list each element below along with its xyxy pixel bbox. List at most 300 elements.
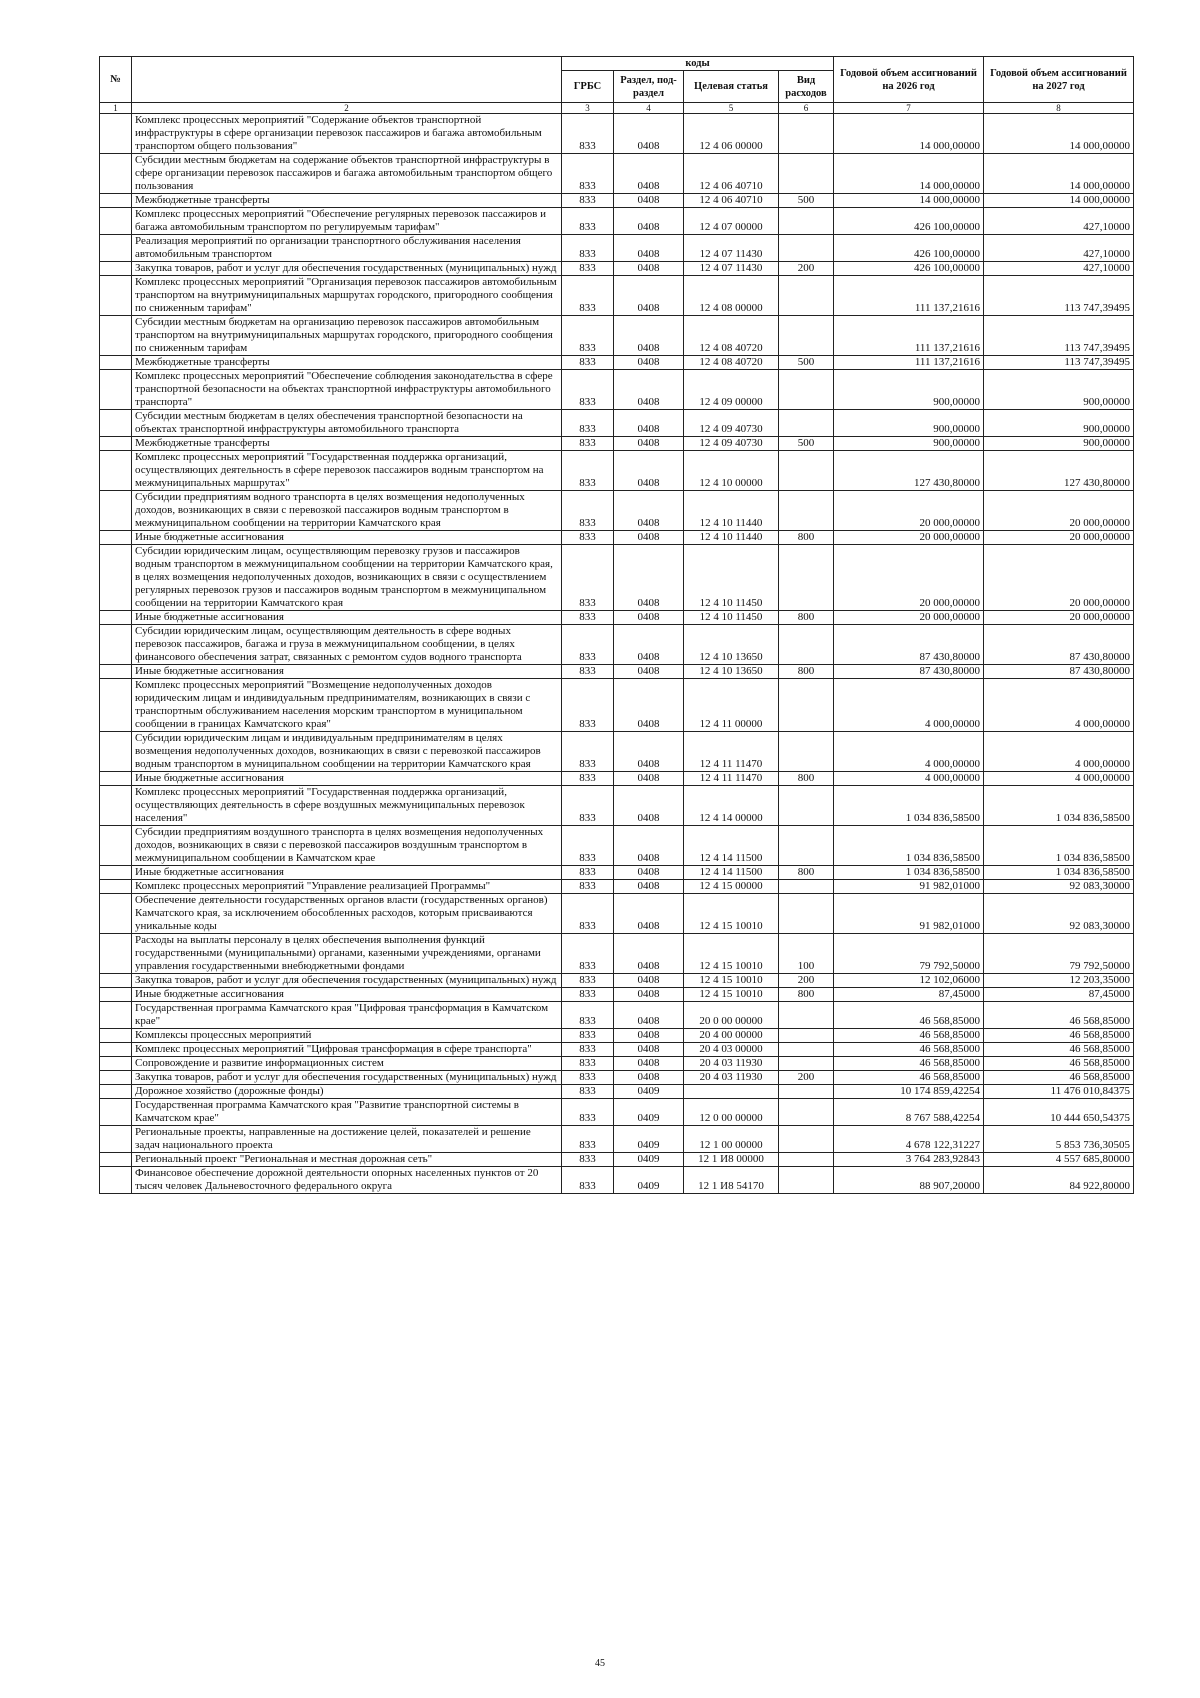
target-cell: 20 4 03 00000 [684, 1043, 779, 1057]
vol-2026-cell: 900,00000 [834, 410, 984, 437]
grbs-cell: 833 [562, 1057, 614, 1071]
name-cell: Финансовое обеспечение дорожной деятельности опорных населенных пунктов от 20 тысяч человек Дальневосточного федерального округа [132, 1167, 562, 1194]
vol-2027-cell: 427,10000 [984, 235, 1134, 262]
name-cell: Межбюджетные трансферты [132, 437, 562, 451]
vol-2027-cell: 87 430,80000 [984, 665, 1134, 679]
grbs-cell: 833 [562, 491, 614, 531]
num-cell [100, 988, 132, 1002]
vol-2026-cell: 1 034 836,58500 [834, 866, 984, 880]
table-row [100, 772, 1134, 786]
table-row [100, 194, 1134, 208]
razdel-cell: 0408 [614, 786, 684, 826]
vol-2027-cell: 1 034 836,58500 [984, 786, 1134, 826]
name-cell: Закупка товаров, работ и услуг для обеспечения государственных (муниципальных) нужд [132, 974, 562, 988]
vol-2026-cell: 20 000,00000 [834, 611, 984, 625]
header-grbs: ГРБС [562, 71, 614, 103]
name-cell: Субсидии юридическим лицам, осуществляющим перевозку грузов и пассажиров водным транспортом в межмуниципальном сообщении на территории Камчатского края, в целях возмещения недополученных доходов, возникающих в связи с осуществлением регулярных перевозок грузов и пассажиров водным транспортом в межмуниципальном сообщении на территории Камчатского края [132, 545, 562, 611]
num-cell [100, 316, 132, 356]
vid-cell [779, 370, 834, 410]
target-cell: 12 4 08 00000 [684, 276, 779, 316]
table-row [100, 1153, 1134, 1167]
table-row [100, 451, 1134, 491]
vol-2026-cell: 91 982,01000 [834, 894, 984, 934]
razdel-cell: 0408 [614, 316, 684, 356]
vid-cell: 800 [779, 531, 834, 545]
grbs-cell: 833 [562, 732, 614, 772]
razdel-cell: 0408 [614, 235, 684, 262]
razdel-cell: 0409 [614, 1099, 684, 1126]
grbs-cell: 833 [562, 625, 614, 665]
colnum-6: 6 [779, 103, 834, 114]
razdel-cell: 0408 [614, 208, 684, 235]
header-vid: Вид расходов [779, 71, 834, 103]
num-cell [100, 1057, 132, 1071]
table-row [100, 1002, 1134, 1029]
table-row [100, 894, 1134, 934]
colnum-4: 4 [614, 103, 684, 114]
num-cell [100, 880, 132, 894]
grbs-cell: 833 [562, 786, 614, 826]
razdel-cell: 0409 [614, 1085, 684, 1099]
vol-2027-cell: 46 568,85000 [984, 1029, 1134, 1043]
vol-2027-cell: 20 000,00000 [984, 531, 1134, 545]
header-target: Целевая статья [684, 71, 779, 103]
grbs-cell: 833 [562, 276, 614, 316]
vid-cell: 200 [779, 262, 834, 276]
table-row [100, 491, 1134, 531]
num-cell [100, 611, 132, 625]
grbs-cell: 833 [562, 1029, 614, 1043]
name-cell: Закупка товаров, работ и услуг для обеспечения государственных (муниципальных) нужд [132, 1071, 562, 1085]
grbs-cell: 833 [562, 866, 614, 880]
razdel-cell: 0408 [614, 451, 684, 491]
vid-cell: 800 [779, 988, 834, 1002]
target-cell: 12 4 07 11430 [684, 262, 779, 276]
name-cell: Комплексы процессных мероприятий [132, 1029, 562, 1043]
vol-2027-cell: 113 747,39495 [984, 356, 1134, 370]
target-cell [684, 1085, 779, 1099]
target-cell: 12 4 14 11500 [684, 866, 779, 880]
vid-cell: 800 [779, 772, 834, 786]
num-cell [100, 410, 132, 437]
num-cell [100, 894, 132, 934]
vid-cell [779, 786, 834, 826]
name-cell: Сопровождение и развитие информационных систем [132, 1057, 562, 1071]
table-row [100, 880, 1134, 894]
vol-2027-cell: 4 557 685,80000 [984, 1153, 1134, 1167]
num-cell [100, 437, 132, 451]
vol-2026-cell: 14 000,00000 [834, 114, 984, 154]
colnum-5: 5 [684, 103, 779, 114]
target-cell: 12 4 10 13650 [684, 625, 779, 665]
colnum-3: 3 [562, 103, 614, 114]
budget-table-sheet [99, 56, 1133, 1194]
num-cell [100, 1099, 132, 1126]
vid-cell [779, 1167, 834, 1194]
name-cell: Комплекс процессных мероприятий "Обеспечение соблюдения законодательства в сфере транспортной безопасности на объектах транспортной инфраструктуры автомобильного транспорта" [132, 370, 562, 410]
name-cell: Региональный проект "Региональная и местная дорожная сеть" [132, 1153, 562, 1167]
grbs-cell: 833 [562, 665, 614, 679]
name-cell: Комплекс процессных мероприятий "Организация перевозок пассажиров автомобильным транспортом на внутримуниципальных маршрутах городского, пригородного сообщения по сниженным тарифам" [132, 276, 562, 316]
razdel-cell: 0408 [614, 356, 684, 370]
vol-2026-cell: 46 568,85000 [834, 1057, 984, 1071]
vid-cell [779, 1085, 834, 1099]
razdel-cell: 0408 [614, 880, 684, 894]
vid-cell: 800 [779, 611, 834, 625]
grbs-cell: 833 [562, 974, 614, 988]
razdel-cell: 0408 [614, 679, 684, 732]
name-cell: Субсидии юридическим лицам и индивидуальным предпринимателям в целях возмещения недополученных доходов, возникающих в связи с перевозкой пассажиров водным транспортом в муниципальном сообщении на территории Камчатского края [132, 732, 562, 772]
vol-2026-cell: 900,00000 [834, 437, 984, 451]
grbs-cell: 833 [562, 545, 614, 611]
vol-2027-cell: 46 568,85000 [984, 1043, 1134, 1057]
num-cell [100, 356, 132, 370]
name-cell: Иные бюджетные ассигнования [132, 866, 562, 880]
table-row [100, 732, 1134, 772]
grbs-cell: 833 [562, 988, 614, 1002]
table-row [100, 1099, 1134, 1126]
razdel-cell: 0408 [614, 545, 684, 611]
table-row [100, 154, 1134, 194]
grbs-cell: 833 [562, 154, 614, 194]
table-row [100, 262, 1134, 276]
vid-cell [779, 208, 834, 235]
num-cell [100, 1085, 132, 1099]
vol-2026-cell: 46 568,85000 [834, 1029, 984, 1043]
grbs-cell: 833 [562, 934, 614, 974]
target-cell: 12 4 06 40710 [684, 154, 779, 194]
target-cell: 12 4 15 10010 [684, 934, 779, 974]
vol-2027-cell: 14 000,00000 [984, 114, 1134, 154]
name-cell: Комплекс процессных мероприятий "Государственная поддержка организаций, осуществляющих деятельность в сфере воздушных межмуниципальных перевозок населения" [132, 786, 562, 826]
name-cell: Иные бюджетные ассигнования [132, 611, 562, 625]
razdel-cell: 0408 [614, 194, 684, 208]
vol-2027-cell: 20 000,00000 [984, 491, 1134, 531]
num-cell [100, 370, 132, 410]
vol-2026-cell: 426 100,00000 [834, 262, 984, 276]
num-cell [100, 679, 132, 732]
vid-cell [779, 1099, 834, 1126]
vol-2027-cell: 20 000,00000 [984, 611, 1134, 625]
table-row [100, 1057, 1134, 1071]
grbs-cell: 833 [562, 370, 614, 410]
num-cell [100, 866, 132, 880]
target-cell: 12 4 11 00000 [684, 679, 779, 732]
vol-2027-cell: 113 747,39495 [984, 316, 1134, 356]
target-cell: 12 4 07 00000 [684, 208, 779, 235]
grbs-cell: 833 [562, 1167, 614, 1194]
vid-cell [779, 154, 834, 194]
table-row [100, 665, 1134, 679]
grbs-cell: 833 [562, 1002, 614, 1029]
name-cell: Закупка товаров, работ и услуг для обеспечения государственных (муниципальных) нужд [132, 262, 562, 276]
vol-2027-cell: 10 444 650,54375 [984, 1099, 1134, 1126]
razdel-cell: 0408 [614, 154, 684, 194]
num-cell [100, 531, 132, 545]
vid-cell: 500 [779, 437, 834, 451]
vol-2027-cell: 79 792,50000 [984, 934, 1134, 974]
vid-cell [779, 880, 834, 894]
razdel-cell: 0408 [614, 894, 684, 934]
vol-2027-cell: 46 568,85000 [984, 1002, 1134, 1029]
table-row [100, 1043, 1134, 1057]
razdel-cell: 0409 [614, 1167, 684, 1194]
razdel-cell: 0408 [614, 370, 684, 410]
grbs-cell: 833 [562, 208, 614, 235]
vol-2026-cell: 4 000,00000 [834, 732, 984, 772]
name-cell: Комплекс процессных мероприятий "Возмещение недополученных доходов юридическим лицам и индивидуальным предпринимателям, возникающих в связи с транспортным обслуживанием населения морским транспортом в муниципальном сообщении в границах Камчатского края" [132, 679, 562, 732]
vol-2027-cell: 5 853 736,30505 [984, 1126, 1134, 1153]
vid-cell [779, 276, 834, 316]
target-cell: 12 4 10 11450 [684, 545, 779, 611]
num-cell [100, 1071, 132, 1085]
vol-2026-cell: 1 034 836,58500 [834, 786, 984, 826]
table-row [100, 316, 1134, 356]
target-cell: 12 4 11 11470 [684, 772, 779, 786]
razdel-cell: 0408 [614, 437, 684, 451]
target-cell: 12 4 07 11430 [684, 235, 779, 262]
name-cell: Иные бюджетные ассигнования [132, 665, 562, 679]
target-cell: 20 4 03 11930 [684, 1071, 779, 1085]
header-vol-2027: Годовой объем ассигнований на 2027 год [984, 57, 1134, 103]
vol-2026-cell: 91 982,01000 [834, 880, 984, 894]
vol-2026-cell: 46 568,85000 [834, 1002, 984, 1029]
num-cell [100, 1126, 132, 1153]
razdel-cell: 0408 [614, 276, 684, 316]
name-cell: Комплекс процессных мероприятий "Управление реализацией Программы" [132, 880, 562, 894]
grbs-cell: 833 [562, 826, 614, 866]
grbs-cell: 833 [562, 451, 614, 491]
target-cell: 12 4 15 10010 [684, 974, 779, 988]
table-row [100, 1029, 1134, 1043]
target-cell: 12 4 10 11440 [684, 531, 779, 545]
table-row [100, 1167, 1134, 1194]
vol-2026-cell: 426 100,00000 [834, 208, 984, 235]
razdel-cell: 0408 [614, 1071, 684, 1085]
razdel-cell: 0408 [614, 772, 684, 786]
num-cell [100, 772, 132, 786]
vid-cell [779, 410, 834, 437]
vid-cell: 200 [779, 1071, 834, 1085]
colnum-7: 7 [834, 103, 984, 114]
name-cell: Субсидии предприятиям воздушного транспорта в целях возмещения недополученных доходов, возникающих в связи с перевозкой пассажиров воздушным транспортом в межмуниципальном сообщении в Камчатском крае [132, 826, 562, 866]
vol-2026-cell: 20 000,00000 [834, 531, 984, 545]
vol-2026-cell: 900,00000 [834, 370, 984, 410]
vol-2027-cell: 4 000,00000 [984, 732, 1134, 772]
vol-2026-cell: 111 137,21616 [834, 276, 984, 316]
budget-table-body [100, 114, 1134, 1194]
vol-2027-cell: 427,10000 [984, 262, 1134, 276]
vol-2027-cell: 900,00000 [984, 370, 1134, 410]
vol-2027-cell: 84 922,80000 [984, 1167, 1134, 1194]
razdel-cell: 0408 [614, 262, 684, 276]
razdel-cell: 0408 [614, 531, 684, 545]
table-row [100, 370, 1134, 410]
vol-2026-cell: 12 102,06000 [834, 974, 984, 988]
table-row [100, 786, 1134, 826]
name-cell: Обеспечение деятельности государственных органов власти (государственных органов) Камчатского края, за исключением обособленных расходов, которым присваиваются уникальные коды [132, 894, 562, 934]
vid-cell [779, 1043, 834, 1057]
grbs-cell: 833 [562, 410, 614, 437]
vol-2027-cell: 14 000,00000 [984, 154, 1134, 194]
name-cell: Комплекс процессных мероприятий "Цифровая трансформация в сфере транспорта" [132, 1043, 562, 1057]
name-cell: Государственная программа Камчатского края "Цифровая трансформация в Камчатском крае" [132, 1002, 562, 1029]
razdel-cell: 0408 [614, 114, 684, 154]
vid-cell [779, 545, 834, 611]
header-name [132, 57, 562, 103]
vol-2027-cell: 4 000,00000 [984, 772, 1134, 786]
name-cell: Иные бюджетные ассигнования [132, 772, 562, 786]
header-num: № [100, 57, 132, 103]
vol-2027-cell: 1 034 836,58500 [984, 826, 1134, 866]
colnum-2: 2 [132, 103, 562, 114]
razdel-cell: 0408 [614, 1002, 684, 1029]
target-cell: 12 4 10 00000 [684, 451, 779, 491]
grbs-cell: 833 [562, 114, 614, 154]
target-cell: 12 4 06 00000 [684, 114, 779, 154]
name-cell: Комплекс процессных мероприятий "Государственная поддержка организаций, осуществляющих деятельность в сфере перевозок пассажиров водным транспортом на межмуниципальных маршрутах" [132, 451, 562, 491]
table-row [100, 114, 1134, 154]
target-cell: 12 0 00 00000 [684, 1099, 779, 1126]
table-row [100, 356, 1134, 370]
num-cell [100, 451, 132, 491]
vol-2027-cell: 20 000,00000 [984, 545, 1134, 611]
grbs-cell: 833 [562, 611, 614, 625]
grbs-cell: 833 [562, 437, 614, 451]
razdel-cell: 0408 [614, 974, 684, 988]
num-cell [100, 276, 132, 316]
name-cell: Государственная программа Камчатского края "Развитие транспортной системы в Камчатском крае" [132, 1099, 562, 1126]
grbs-cell: 833 [562, 235, 614, 262]
name-cell: Региональные проекты, направленные на достижение целей, показателей и решение задач национального проекта [132, 1126, 562, 1153]
vol-2027-cell: 46 568,85000 [984, 1057, 1134, 1071]
target-cell: 12 4 14 00000 [684, 786, 779, 826]
target-cell: 12 4 09 00000 [684, 370, 779, 410]
vid-cell: 500 [779, 194, 834, 208]
grbs-cell: 833 [562, 772, 614, 786]
target-cell: 12 4 14 11500 [684, 826, 779, 866]
name-cell: Расходы на выплаты персоналу в целях обеспечения выполнения функций государственными (муниципальными) органами, казенными учреждениями, органами управления государственными внебюджетными фондами [132, 934, 562, 974]
num-cell [100, 154, 132, 194]
num-cell [100, 545, 132, 611]
razdel-cell: 0408 [614, 611, 684, 625]
target-cell: 12 4 06 40710 [684, 194, 779, 208]
vid-cell [779, 826, 834, 866]
budget-table [99, 56, 1134, 1194]
vol-2027-cell: 87,45000 [984, 988, 1134, 1002]
vol-2026-cell: 426 100,00000 [834, 235, 984, 262]
num-cell [100, 974, 132, 988]
grbs-cell: 833 [562, 531, 614, 545]
target-cell: 12 4 15 10010 [684, 894, 779, 934]
name-cell: Субсидии предприятиям водного транспорта в целях возмещения недополученных доходов, возникающих в связи с перевозкой пассажиров водным транспортом в межмуниципальном сообщении на территории Камчатского края [132, 491, 562, 531]
column-number-row [100, 103, 1134, 114]
grbs-cell: 833 [562, 1153, 614, 1167]
target-cell: 12 4 09 40730 [684, 410, 779, 437]
name-cell: Субсидии юридическим лицам, осуществляющим деятельность в сфере водных перевозок пассажиров, багажа и груза в межмуниципальном сообщении, в целях финансового обеспечения затрат, связанных с ремонтом судов водного транспорта [132, 625, 562, 665]
num-cell [100, 625, 132, 665]
target-cell: 12 4 10 11450 [684, 611, 779, 625]
vid-cell [779, 732, 834, 772]
vol-2027-cell: 4 000,00000 [984, 679, 1134, 732]
grbs-cell: 833 [562, 316, 614, 356]
vid-cell [779, 1057, 834, 1071]
grbs-cell: 833 [562, 1071, 614, 1085]
grbs-cell: 833 [562, 194, 614, 208]
target-cell: 12 4 15 10010 [684, 988, 779, 1002]
name-cell: Дорожное хозяйство (дорожные фонды) [132, 1085, 562, 1099]
grbs-cell: 833 [562, 894, 614, 934]
colnum-8: 8 [984, 103, 1134, 114]
vol-2026-cell: 14 000,00000 [834, 194, 984, 208]
num-cell [100, 1153, 132, 1167]
vol-2026-cell: 88 907,20000 [834, 1167, 984, 1194]
page-number: 45 [595, 1658, 605, 1669]
num-cell [100, 826, 132, 866]
vol-2026-cell: 4 000,00000 [834, 679, 984, 732]
target-cell: 20 4 03 11930 [684, 1057, 779, 1071]
vol-2027-cell: 427,10000 [984, 208, 1134, 235]
vol-2027-cell: 46 568,85000 [984, 1071, 1134, 1085]
table-row [100, 1071, 1134, 1085]
name-cell: Межбюджетные трансферты [132, 356, 562, 370]
table-row [100, 611, 1134, 625]
grbs-cell: 833 [562, 262, 614, 276]
num-cell [100, 934, 132, 974]
grbs-cell: 833 [562, 356, 614, 370]
vol-2026-cell: 20 000,00000 [834, 491, 984, 531]
razdel-cell: 0408 [614, 826, 684, 866]
razdel-cell: 0409 [614, 1153, 684, 1167]
vol-2026-cell: 3 764 283,92843 [834, 1153, 984, 1167]
num-cell [100, 1167, 132, 1194]
table-row [100, 974, 1134, 988]
vid-cell [779, 316, 834, 356]
name-cell: Реализация мероприятий по организации транспортного обслуживания населения автомобильным транспортом [132, 235, 562, 262]
vid-cell [779, 451, 834, 491]
vid-cell: 200 [779, 974, 834, 988]
vid-cell [779, 1029, 834, 1043]
name-cell: Иные бюджетные ассигнования [132, 531, 562, 545]
target-cell: 12 4 15 00000 [684, 880, 779, 894]
vol-2026-cell: 87 430,80000 [834, 625, 984, 665]
vol-2026-cell: 20 000,00000 [834, 545, 984, 611]
vid-cell [779, 1002, 834, 1029]
num-cell [100, 491, 132, 531]
target-cell: 12 1 00 00000 [684, 1126, 779, 1153]
vol-2026-cell: 127 430,80000 [834, 451, 984, 491]
table-row [100, 625, 1134, 665]
name-cell: Комплекс процессных мероприятий "Обеспечение регулярных перевозок пассажиров и багажа автомобильным транспортом по регулируемым тарифам" [132, 208, 562, 235]
header-codes: коды [562, 57, 834, 71]
table-row [100, 826, 1134, 866]
vol-2027-cell: 113 747,39495 [984, 276, 1134, 316]
num-cell [100, 208, 132, 235]
razdel-cell: 0409 [614, 1126, 684, 1153]
vol-2026-cell: 87 430,80000 [834, 665, 984, 679]
grbs-cell: 833 [562, 880, 614, 894]
num-cell [100, 1029, 132, 1043]
target-cell: 20 4 00 00000 [684, 1029, 779, 1043]
vol-2026-cell: 46 568,85000 [834, 1071, 984, 1085]
vid-cell [779, 894, 834, 934]
target-cell: 12 4 09 40730 [684, 437, 779, 451]
table-row [100, 437, 1134, 451]
target-cell: 12 4 08 40720 [684, 316, 779, 356]
razdel-cell: 0408 [614, 988, 684, 1002]
header-vol-2026: Годовой объем ассигнований на 2026 год [834, 57, 984, 103]
table-row [100, 531, 1134, 545]
